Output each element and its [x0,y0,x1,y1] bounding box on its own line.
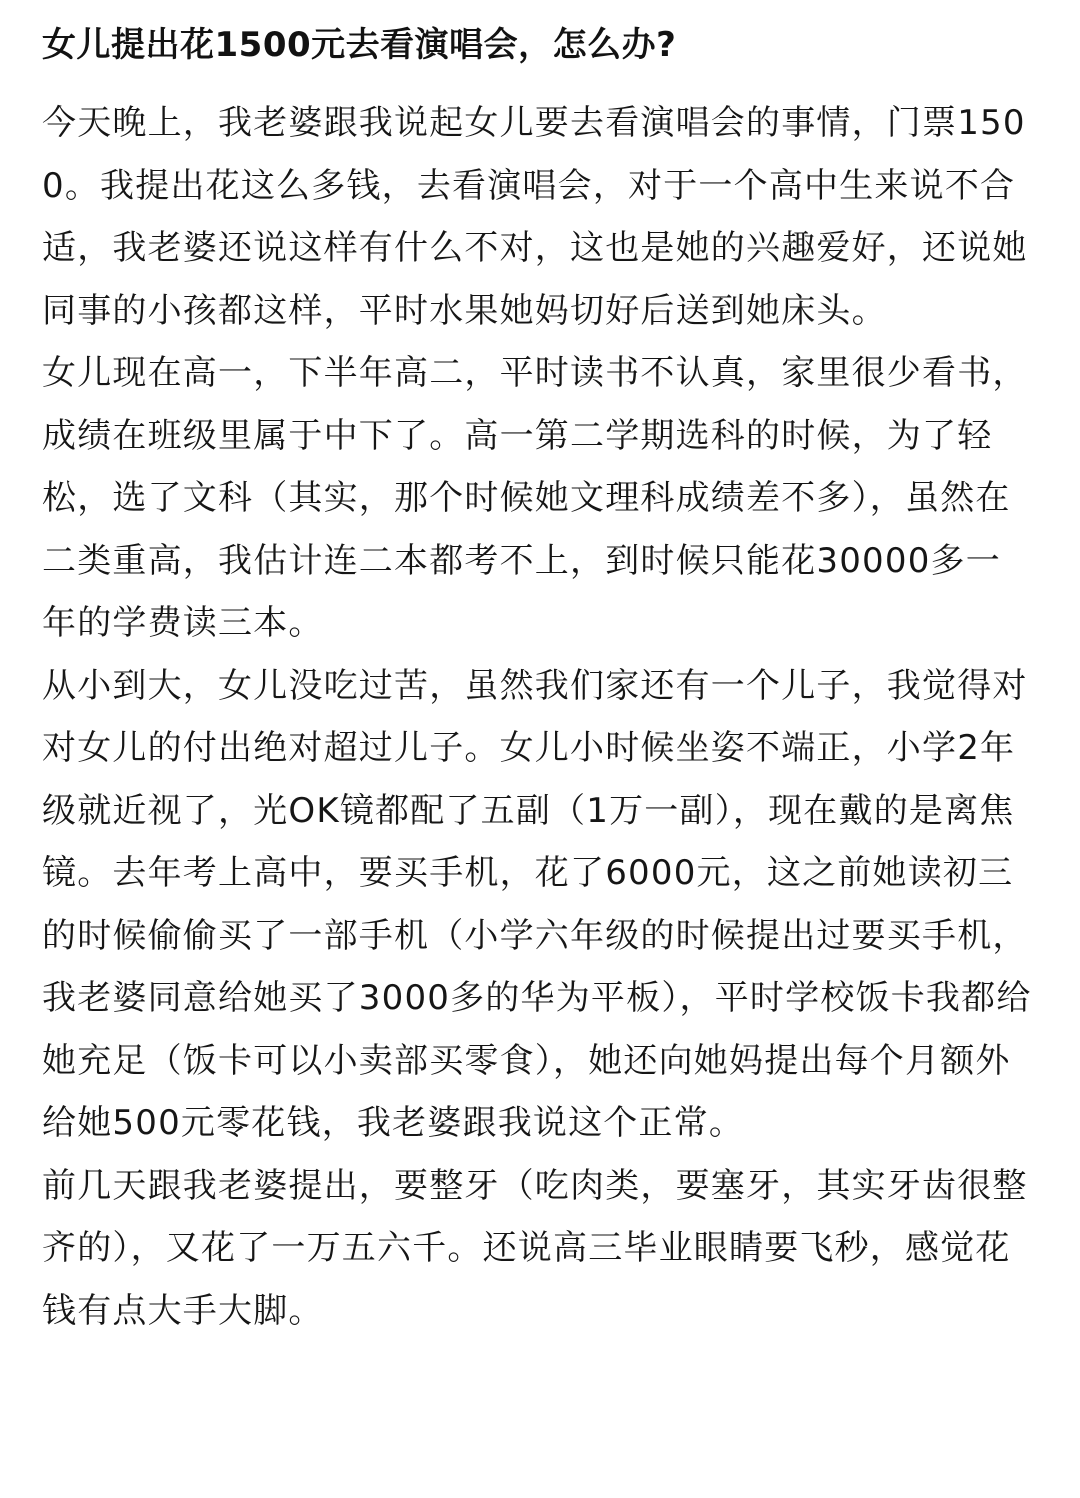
post-paragraph-3: 从小到大，女儿没吃过苦，虽然我们家还有一个儿子，我觉得对对女儿的付出绝对超过儿子。女儿小时候坐姿不端正，小学2年级就近视了，光OK镜都配了五副（1万一副），现在戴的是离焦镜。去年考上高中，要买手机，花了6000元，这之前她读初三的时候偷偷买了一部手机（小学六年级的时候提出过要买手机，我老婆同意给她买了3000多的华为平板），平时学校饭卡我都给她充足（饭卡可以小卖部买零食），她还向她妈提出每个月额外给她500元零花钱，我老婆跟我说这个正常。 [42,665,1032,1143]
post-paragraph-4: 前几天跟我老婆提出，要整牙（吃肉类，要塞牙，其实牙齿很整齐的），又花了一万五六千。还说高三毕业眼睛要飞秒，感觉花钱有点大手大脚。 [42,1165,1028,1331]
post-paragraph-1: 今天晚上，我老婆跟我说起女儿要去看演唱会的事情，门票1500。我提出花这么多钱，去看演唱会，对于一个高中生来说不合适，我老婆还说这样有什么不对，这也是她的兴趣爱好，还说她同事的小孩都这样，平时水果她妈切好后送到她床头。 [42,103,1028,331]
post-title: 女儿提出花1500元去看演唱会，怎么办? [42,25,677,65]
post-paragraph-2: 女儿现在高一，下半年高二，平时读书不认真，家里很少看书，成绩在班级里属于中下了。高一第二学期选科的时候，为了轻松，选了文科（其实，那个时候她文理科成绩差不多），虽然在二类重高，我估计连二本都考不上，到时候只能花30000多一年的学费读三本。 [42,353,1028,643]
